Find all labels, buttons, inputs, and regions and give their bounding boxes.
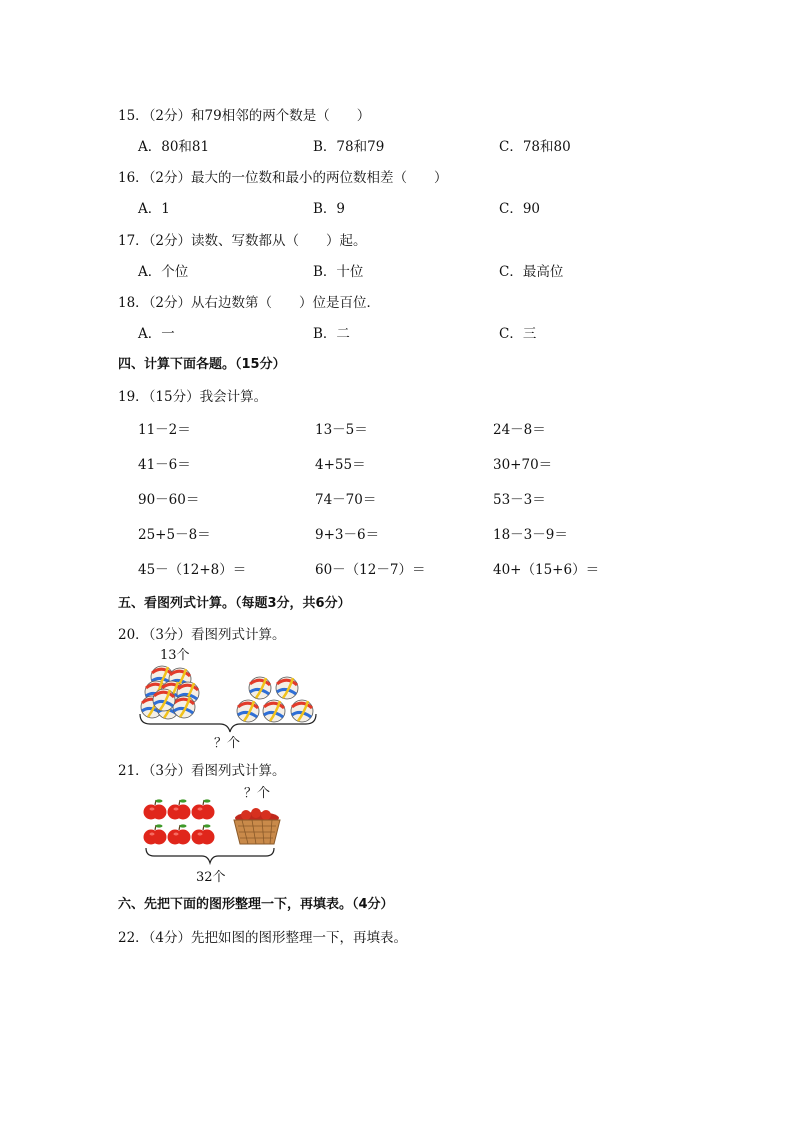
q16-stem: （2分）最大的一位数和最小的两位数相差（ ） xyxy=(148,170,448,186)
calc-r2-c2: 4+55＝ xyxy=(315,457,366,473)
q20-top-label: 13个 xyxy=(160,648,190,663)
calc-r2-c1: 41－6＝ xyxy=(138,457,191,473)
calc-r5-c2: 60－（12－7）＝ xyxy=(315,562,426,578)
calc-r5-c3: 40+（15+6）＝ xyxy=(493,562,600,578)
q16-text xyxy=(118,166,448,186)
q16-num: 16． xyxy=(118,170,149,186)
q16-option-b: B．9 xyxy=(313,201,346,217)
q15-text xyxy=(118,104,370,124)
q20-figure xyxy=(136,644,318,750)
calc-r1-c1: 11－2＝ xyxy=(138,422,191,438)
q15-stem: （2分）和79相邻的两个数是（ ） xyxy=(148,108,371,124)
q15-option-b: B．78和79 xyxy=(313,139,385,155)
q17-text xyxy=(118,229,367,249)
q15-num: 15． xyxy=(118,108,149,124)
q18-option-b: B．二 xyxy=(313,326,350,342)
calc-r1-c2: 13－5＝ xyxy=(315,422,368,438)
q18-stem: （2分）从右边数第（ ）位是百位． xyxy=(148,295,381,311)
q17-stem: （2分）读数、写数都从（ ）起。 xyxy=(148,233,367,249)
q17-num: 17． xyxy=(118,233,149,249)
section-4-heading: 四、计算下面各题。（15分） xyxy=(118,357,286,372)
q15-option-a: A．80和81 xyxy=(138,139,210,155)
section-5-heading: 五、看图列式计算。（每题3分，共6分） xyxy=(118,596,351,611)
q21-figure xyxy=(138,780,284,884)
q18-num: 18． xyxy=(118,295,149,311)
q16-option-c: C．90 xyxy=(499,201,541,217)
calc-r5-c1: 45－（12+8）＝ xyxy=(138,562,247,578)
q20-bottom-label: ？个 xyxy=(214,736,241,751)
calc-r2-c3: 30+70＝ xyxy=(493,457,553,473)
q18-text xyxy=(118,291,380,311)
q17-option-a: A．个位 xyxy=(138,264,189,280)
q18-option-c: C．三 xyxy=(499,326,537,342)
q21-top-label: ？个 xyxy=(244,786,271,801)
q21-text: 21．（3分）看图列式计算。 xyxy=(118,763,286,779)
calc-r4-c2: 9+3－6＝ xyxy=(315,527,380,543)
calc-r1-c3: 24－8＝ xyxy=(493,422,546,438)
calc-r3-c1: 90－60＝ xyxy=(138,492,200,508)
q20-text: 20．（3分）看图列式计算。 xyxy=(118,627,286,643)
q18-option-a: A．一 xyxy=(138,326,175,342)
q22-text: 22．（4分）先把如图的图形整理一下，再填表。 xyxy=(118,930,408,946)
basket-icon xyxy=(234,808,280,844)
calc-r4-c3: 18－3－9＝ xyxy=(493,527,568,543)
calc-r3-c3: 53－3＝ xyxy=(493,492,546,508)
calc-r4-c1: 25+5－8＝ xyxy=(138,527,211,543)
q17-option-c: C．最高位 xyxy=(499,264,564,280)
q19-text: 19．（15分）我会计算。 xyxy=(118,389,268,405)
q21-bottom-label: 32个 xyxy=(196,870,226,885)
calc-r3-c2: 74－70＝ xyxy=(315,492,377,508)
section-6-heading: 六、先把下面的图形整理一下，再填表。（4分） xyxy=(118,897,394,912)
q16-option-a: A．1 xyxy=(138,201,170,217)
q17-option-b: B．十位 xyxy=(313,264,364,280)
q15-option-c: C．78和80 xyxy=(499,139,571,155)
